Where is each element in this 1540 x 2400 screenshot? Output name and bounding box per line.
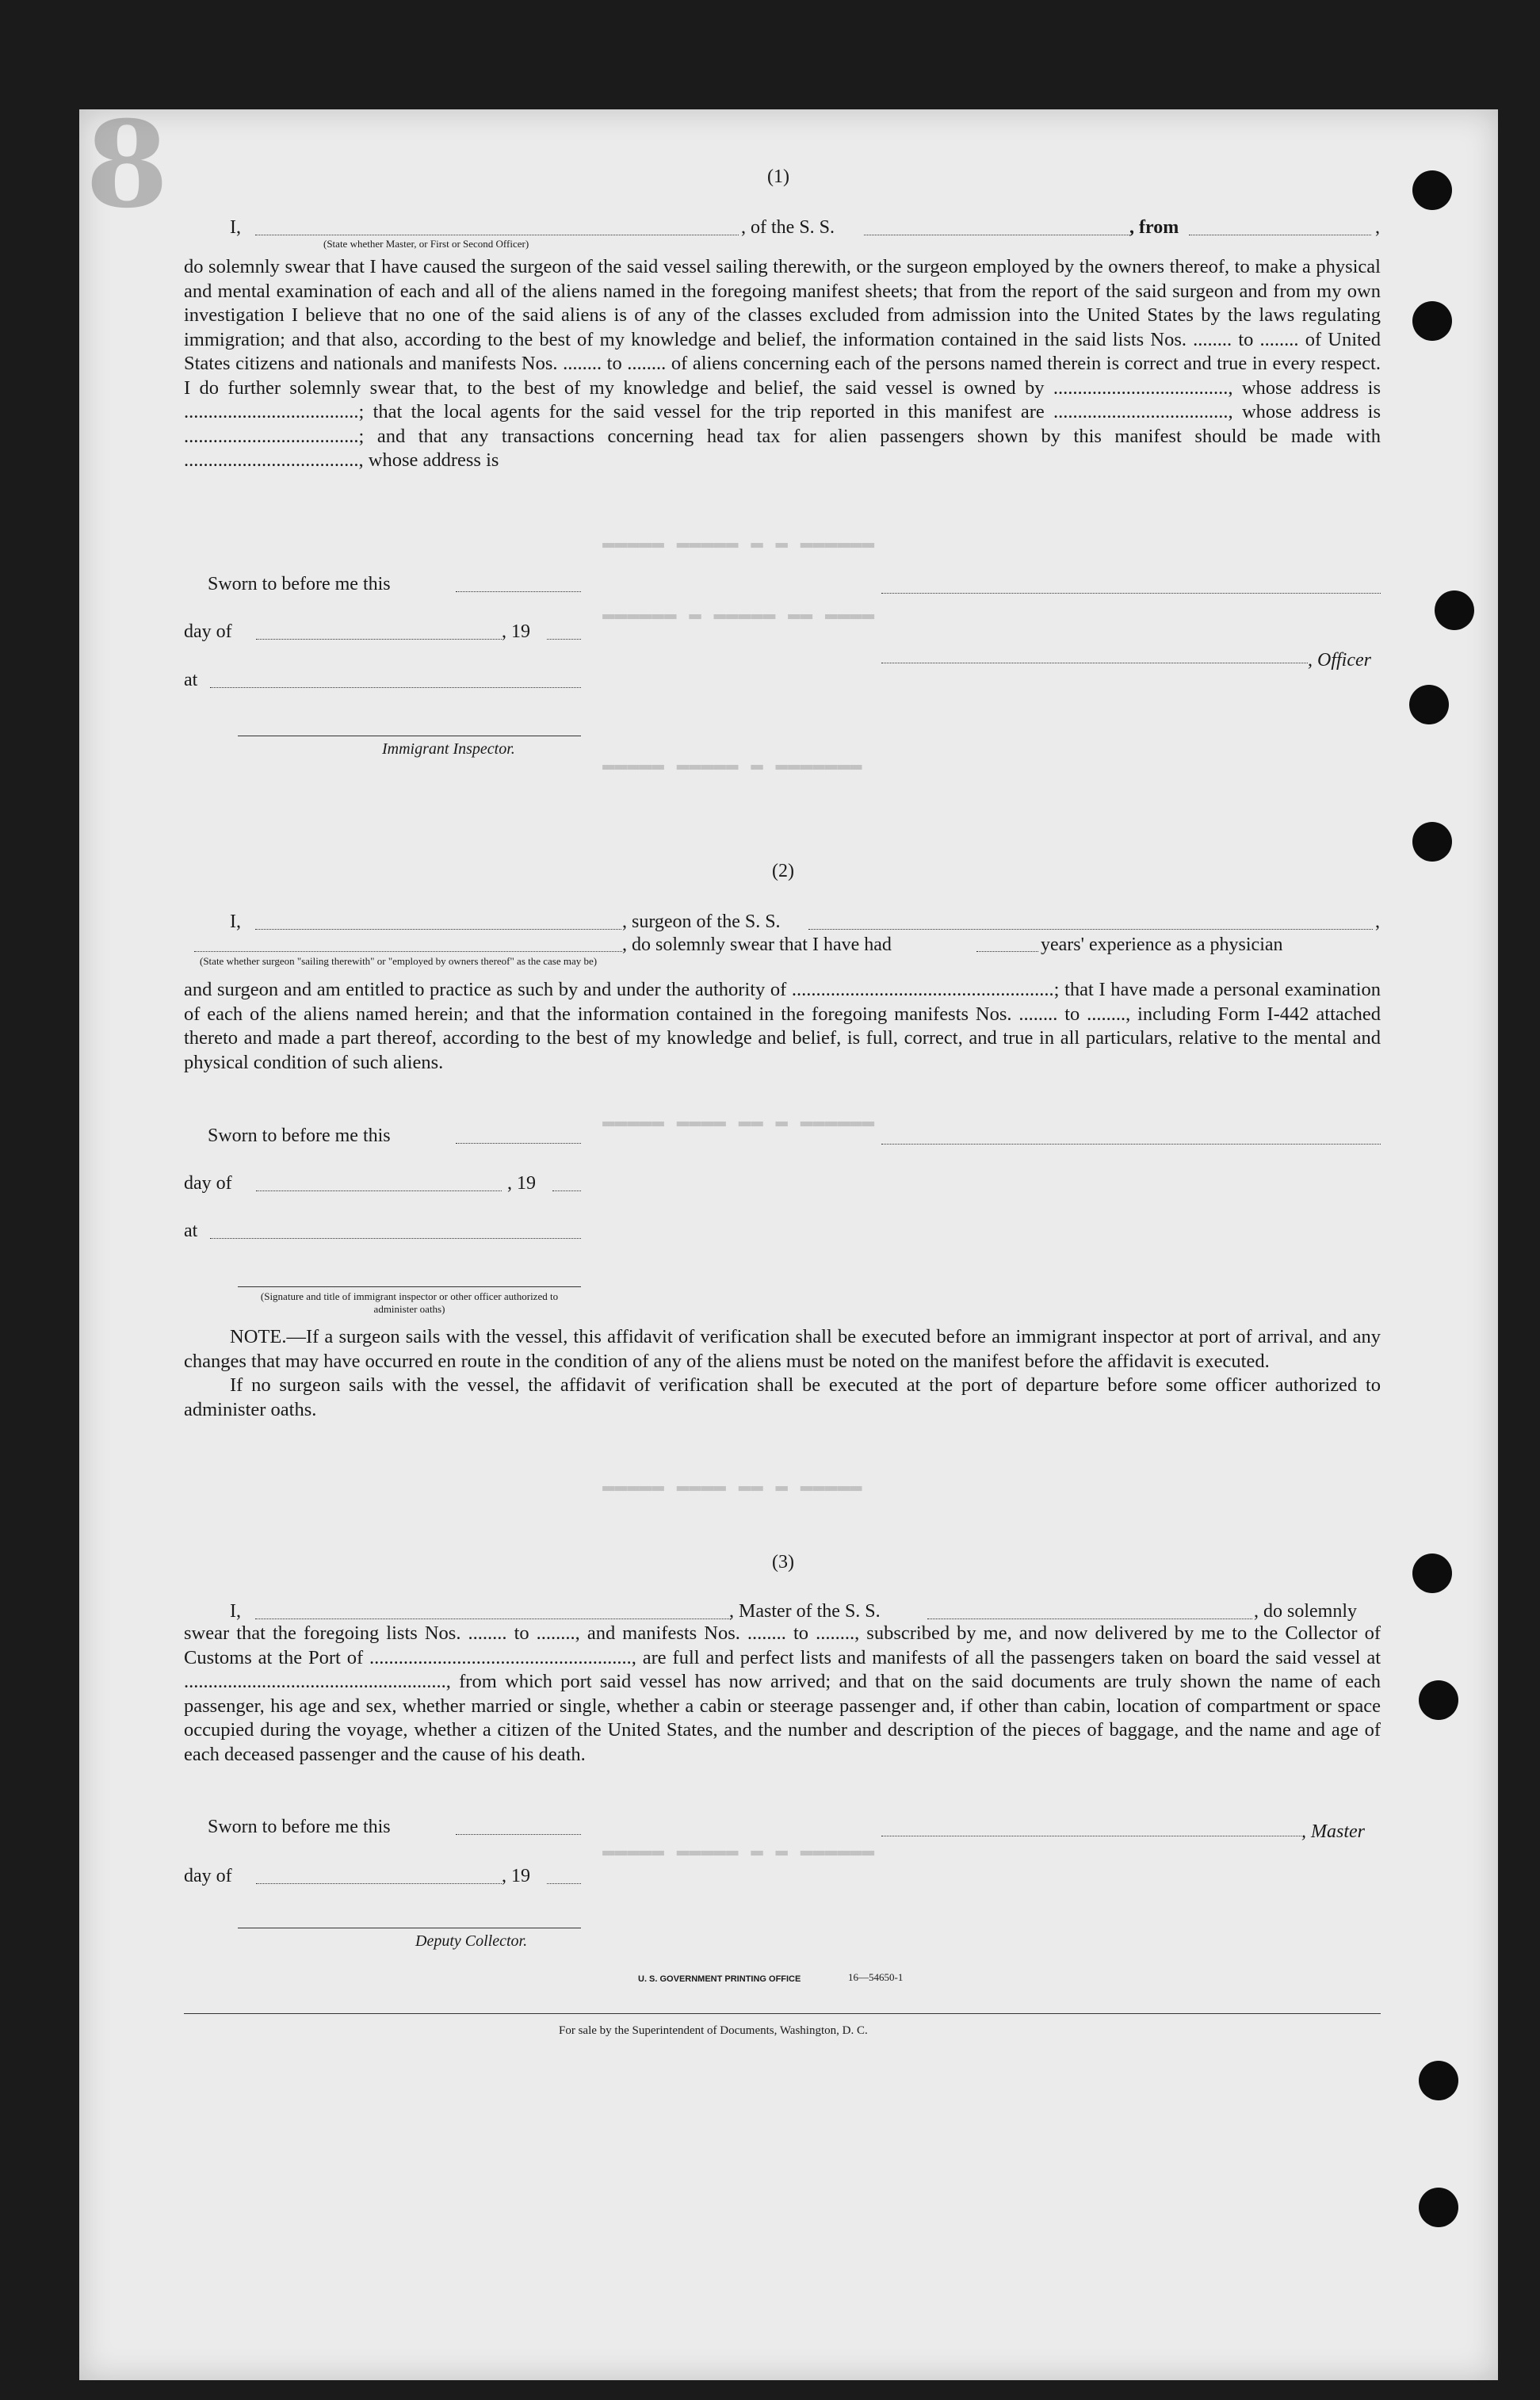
at-label: at <box>184 1221 198 1241</box>
vessel-label: , of the S. S. <box>741 217 835 238</box>
at-label: at <box>184 670 198 690</box>
punch-hole <box>1435 590 1474 630</box>
note-paragraph-2: If no surgeon sails with the vessel, the affidavit of verification shall be executed at the port of departure before some officer authorized to administer oaths. <box>184 1374 1381 1420</box>
day-label: day of <box>184 621 232 642</box>
master-vessel-label: , Master of the S. S. <box>729 1601 881 1622</box>
day-line <box>256 1190 502 1191</box>
sworn-label: Sworn to before me this <box>208 1817 391 1837</box>
note-paragraph-1: NOTE.—If a surgeon sails with the vessel, this affidavit of verification shall be executed before an immigrant inspector at port of arrival, and any changes that may have occurred en route in the condition of any of the aliens must be noted on the manifest before the affidavit is executed. <box>184 1326 1381 1372</box>
master-name-line <box>255 1618 731 1619</box>
bleed-through-texture: ▬▬▬▬▬▬ ▬ ▬▬▬▬▬ ▬▬ ▬▬▬▬ <box>602 602 875 626</box>
officer-label: , Officer <box>1308 650 1371 671</box>
section-number: (2) <box>772 861 794 881</box>
punch-hole <box>1412 301 1452 341</box>
collector-label: Deputy Collector. <box>415 1932 528 1950</box>
surgeon-caption: (State whether surgeon "sailing therewith" or "employed by owners thereof" as the case may be) <box>200 955 598 967</box>
sworn-line <box>456 1143 581 1144</box>
comma: , <box>1375 217 1380 238</box>
year-label: , 19 <box>502 1866 530 1886</box>
at-line <box>210 1238 581 1239</box>
section2-oath-text <box>184 978 1381 1075</box>
day-line <box>256 1883 502 1884</box>
bleed-through-texture: ▬▬▬▬▬ ▬▬▬▬▬ ▬ ▬ ▬▬▬▬▬▬ <box>602 531 875 555</box>
surgeon-swear-label: , do solemnly swear that I have had <box>622 934 892 955</box>
stamp-mark: 8 <box>86 95 169 235</box>
bleed-through-texture: ▬▬▬▬▬ ▬▬▬▬ ▬▬ ▬ ▬▬▬▬▬▬ <box>602 1110 875 1133</box>
section3-paragraph: swear that the foregoing lists Nos. ........ to ........, and manifests Nos. ........ to ........, subscribed by me, and now delivered by me to the Collector of Customs at the Port of ......................................................, are full and perfect lists and manifests of all the passengers taken on board the said vessel at ......................................................, from which port said vessel has now arrived; and that on the said documents are truly shown the name of each passenger, his age and sex, whether married or single, whether a cabin or steerage passenger and, if other than cabin, location of compartment or space occupied during the voyage, whether a citizen of the United States, and the number and description of the pieces of baggage, and the name and age of each deceased passenger and the cause of his death. <box>184 1622 1381 1765</box>
master-declarant-label: I, <box>230 1601 241 1622</box>
year-line <box>552 1190 581 1191</box>
bleed-through-texture: ▬▬▬▬▬ ▬▬▬▬ ▬▬ ▬ ▬▬▬▬▬ <box>602 1474 862 1498</box>
section-number: (1) <box>767 166 789 187</box>
bleed-through-texture: ▬▬▬▬▬ ▬▬▬▬▬ ▬ ▬ ▬▬▬▬▬▬ <box>602 1839 875 1863</box>
section-number: (3) <box>772 1552 794 1573</box>
surgeon-status-line <box>194 951 622 952</box>
surgeon-declarant-label: I, <box>230 911 241 932</box>
punch-hole <box>1419 2061 1458 2100</box>
master-vessel-line <box>927 1618 1252 1619</box>
day-label: day of <box>184 1173 232 1194</box>
year-label: , 19 <box>502 621 530 642</box>
master-swear-label: , do solemnly <box>1254 1601 1357 1622</box>
officer-signature-line <box>881 593 1381 594</box>
punch-hole <box>1412 170 1452 210</box>
surgeon-vessel-line <box>808 929 1373 930</box>
year-line <box>547 639 581 640</box>
years-line <box>976 951 1038 952</box>
inspector-label: Immigrant Inspector. <box>382 740 515 758</box>
note-text <box>184 1325 1381 1422</box>
punch-hole <box>1412 1554 1452 1593</box>
sworn-label: Sworn to before me this <box>208 1125 391 1146</box>
from-label: , from <box>1129 217 1179 238</box>
year-line <box>547 1883 581 1884</box>
sworn-line <box>456 591 581 592</box>
day-line <box>256 639 502 640</box>
footer-rule <box>184 2013 1381 2014</box>
comma: , <box>1375 911 1380 932</box>
punch-hole <box>1419 2188 1458 2227</box>
printing-office: U. S. GOVERNMENT PRINTING OFFICE <box>638 1974 801 1984</box>
form-number: 16—54650-1 <box>848 1971 904 1983</box>
declarant-label: I, <box>230 217 241 238</box>
section1-paragraph: do solemnly swear that I have caused the surgeon of the said vessel sailing therewith, or the surgeon employed by the owners thereof, to make a physical and mental examination of each and all of the aliens named in the foregoing manifest sheets; that from the report of the said surgeon and from my own investigation I believe that no one of the said aliens is of any of the classes excluded from admission into the United States by the laws regulating immigration; and that also, according to the best of my knowledge and belief, the information contained in the said lists Nos. ........ to ........ of United States citizens and nationals and manifests Nos. ........ to ........ of aliens concerning each of the persons named therein is correct and true in every respect. I do further solemnly swear that, to the best of my knowledge and belief, the said vessel is owned by ...................................., whose address is ....................................; that the local agents for the said vessel for the trip reported in this manifest are ...................................., whose address is ....................................; and that any transactions concerning head tax for alien passengers shown by this manifest should be made with ...................................., whose address is <box>184 256 1381 471</box>
surgeon-signature-line <box>881 1144 1381 1145</box>
years-label: years' experience as a physician <box>1041 934 1283 955</box>
sale-notice: For sale by the Superintendent of Documents, Washington, D. C. <box>559 2024 868 2037</box>
section3-oath-text <box>184 1622 1381 1767</box>
section2-paragraph: and surgeon and am entitled to practice as such by and under the authority of ......................................................; that I have made a personal examination of each of the aliens named herein; and that the information contained in the foregoing manifests Nos. ........ to ........, including Form I-442 attached thereto and made a part thereof, according to the best of my knowledge and belief, is full, correct, and true in all particulars, relative to the mental and physical condition of such aliens. <box>184 979 1381 1073</box>
punch-hole <box>1412 822 1452 862</box>
sworn-label: Sworn to before me this <box>208 574 391 594</box>
master-label: , Master <box>1301 1821 1365 1842</box>
declarant-caption: (State whether Master, or First or Second Officer) <box>323 238 529 250</box>
year-label: , 19 <box>507 1173 536 1194</box>
at-line <box>210 687 581 688</box>
bleed-through-texture: ▬▬▬▬▬ ▬▬▬▬▬ ▬ ▬▬▬▬▬▬▬ <box>602 753 862 777</box>
day-label: day of <box>184 1866 232 1886</box>
punch-hole <box>1409 685 1449 724</box>
officer-signature-line <box>238 1286 581 1287</box>
surgeon-vessel-label: , surgeon of the S. S. <box>622 911 781 932</box>
sworn-line <box>456 1834 581 1835</box>
surgeon-name-line <box>255 929 621 930</box>
punch-hole <box>1419 1680 1458 1720</box>
signature-caption: (Signature and title of immigrant inspector or other officer authorized to administer oaths) <box>260 1290 559 1315</box>
section1-oath-text <box>184 255 1381 473</box>
